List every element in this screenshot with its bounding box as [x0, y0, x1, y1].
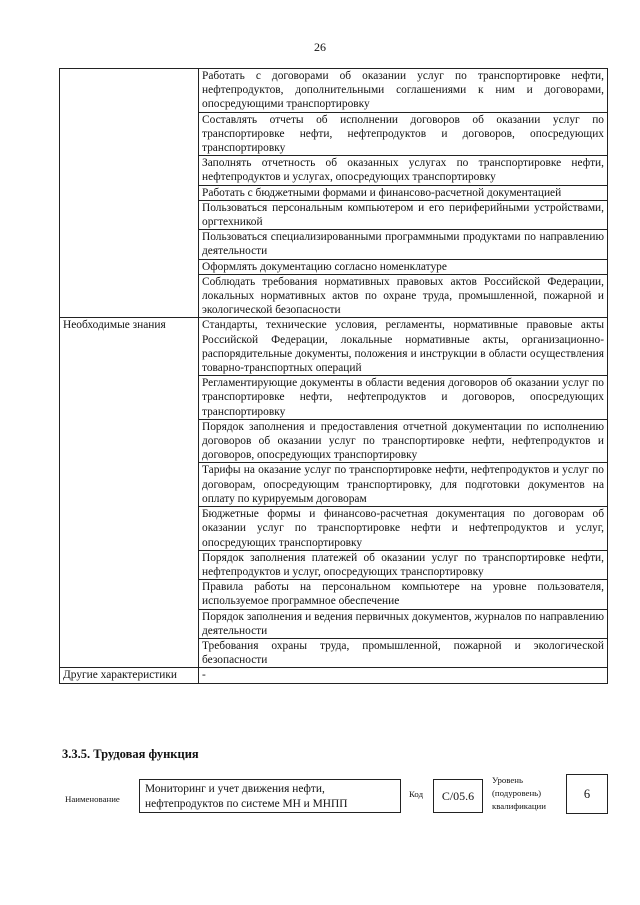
table-cell: Бюджетные формы и финансово-расчетная документация по договорам об оказании услуг по транспортировке нефти и нефтепродуктов и услуг, опосредующих транспортировку [199, 507, 608, 551]
table-cell: Требования охраны труда, промышленной, пожарной и экологической безопасности [199, 638, 608, 667]
code-label: Код [409, 789, 424, 799]
table-row [60, 69, 608, 113]
table-cell: Регламентирующие документы в области ведения договоров об оказании услуг по транспортировке нефти, нефтепродуктов и договоров, опосредующих транспортировку [199, 376, 608, 420]
requirements-table [59, 68, 608, 684]
table-cell: Соблюдать требования нормативных правовых актов Российской Федерации, локальных нормативных актов по охране труда, промышленной, пожарной и экологической безопасности [199, 274, 608, 318]
table-cell: Стандарты, технические условия, регламенты, нормативные правовые акты Российской Федерации, локальные нормативные акты, организационно-распорядительные документы, положения и инструкции в области осуществления товарно-транспортных операций [199, 318, 608, 376]
function-name-box: Мониторинг и учет движения нефти, нефтепродуктов по системе МН и МНПП [139, 779, 401, 813]
row-label: Необходимые знания [60, 318, 199, 668]
table-cell: Порядок заполнения и предоставления отчетной документации по исполнению договоров об оказании услуг по транспортировке нефти, нефтепродуктов и договоров, опосредующих транспортировку [199, 419, 608, 463]
level-box: 6 [566, 774, 608, 814]
page-number: 26 [314, 40, 326, 54]
table-cell: Составлять отчеты об исполнении договоров об оказании услуг по транспортировке нефти, нефтепродуктов и договоров, опосредующих транспортировку [199, 112, 608, 156]
function-code-box: С/05.6 [433, 779, 483, 813]
table-cell: - [199, 668, 608, 683]
table-row [60, 318, 608, 376]
table-cell: Пользоваться персональным компьютером и его периферийными устройствами, оргтехникой [199, 200, 608, 229]
function-row [65, 774, 620, 822]
section-title: 3.3.5. Трудовая функция [62, 747, 199, 761]
row-label: Другие характеристики [60, 668, 199, 683]
name-label: Наименование [65, 794, 120, 804]
table-cell: Работать с договорами об оказании услуг по транспортировке нефти, нефтепродуктов, дополнительными соглашениями к ним и договорами, опосредующими транспортировку [199, 69, 608, 113]
table-cell: Пользоваться специализированными программными продуктами по направлению деятельности [199, 230, 608, 259]
table-cell: Порядок заполнения платежей об оказании услуг по транспортировке нефти, нефтепродуктов и услуг, опосредующих транспортировку [199, 550, 608, 579]
level-label: Уровень (подуровень) квалификации [492, 775, 546, 811]
table-cell: Работать с бюджетными формами и финансово-расчетной документацией [199, 185, 608, 200]
table-cell: Правила работы на персональном компьютере на уровне пользователя, используемое программное обеспечение [199, 580, 608, 609]
table-cell: Оформлять документацию согласно номенклатуре [199, 259, 608, 274]
table-cell: Тарифы на оказание услуг по транспортировке нефти, нефтепродуктов и услуг по договорам, опосредующим транспортировку, для подготовки документов на оплату по курируемым договорам [199, 463, 608, 507]
table-cell: Порядок заполнения и ведения первичных документов, журналов по направлению деятельности [199, 609, 608, 638]
table-cell: Заполнять отчетность об оказанных услугах по транспортировке нефти, нефтепродуктов и услугах, опосредующих транспортировку [199, 156, 608, 185]
table-row [60, 668, 608, 683]
row-label [60, 69, 199, 318]
